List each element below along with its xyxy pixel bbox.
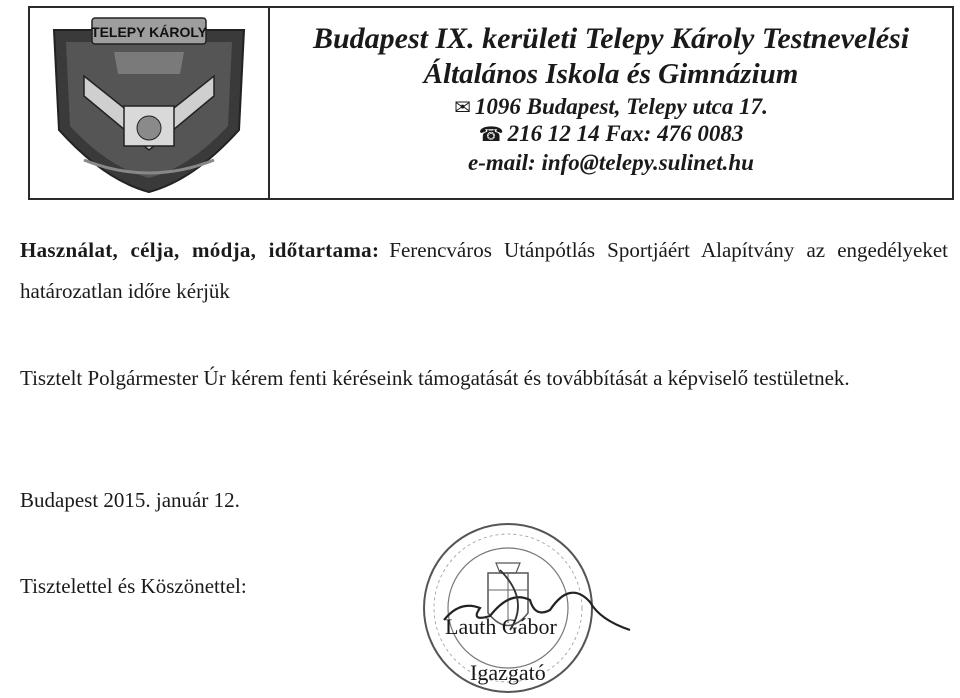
closing-line: Tisztelettel és Köszönettel:: [20, 574, 247, 598]
request-paragraph: Tisztelt Polgármester Úr kérem fenti kéréseink támogatását és továbbítását a képviselő testületnek.: [20, 366, 850, 390]
usage-label: Használat, célja, módja, időtartama:: [20, 238, 380, 262]
logo-cell: [30, 8, 270, 198]
school-header: [270, 8, 952, 198]
logo-text: TELEPY KÁROLY: [91, 24, 207, 40]
school-address: [270, 94, 952, 120]
letterhead: [28, 6, 954, 200]
usage-text: Ferencváros Utánpótlás Sportjáért Alapítvány az engedélyeket határozatlan időre kérjük: [20, 238, 949, 303]
school-name-line2: Általános Iskola és Gimnázium: [423, 58, 799, 90]
telephone-icon: ☎: [478, 122, 504, 146]
signer-title: Igazgató: [470, 660, 546, 685]
school-phone: [270, 121, 952, 147]
signer-name: Lauth Gábor: [445, 614, 557, 639]
address-text: 1096 Budapest, Telepy utca 17.: [474, 94, 768, 119]
school-email: e-mail: info@telepy.sulinet.hu: [468, 150, 754, 175]
school-logo: [44, 10, 254, 196]
school-name-line1: Budapest IX. kerületi Telepy Károly Testnevelési: [312, 22, 910, 55]
date-line: Budapest 2015. január 12.: [20, 488, 240, 512]
usage-paragraph: [20, 230, 948, 312]
envelope-icon: ✉: [454, 95, 471, 119]
phone-fax-text: 216 12 14 Fax: 476 0083: [507, 121, 744, 146]
